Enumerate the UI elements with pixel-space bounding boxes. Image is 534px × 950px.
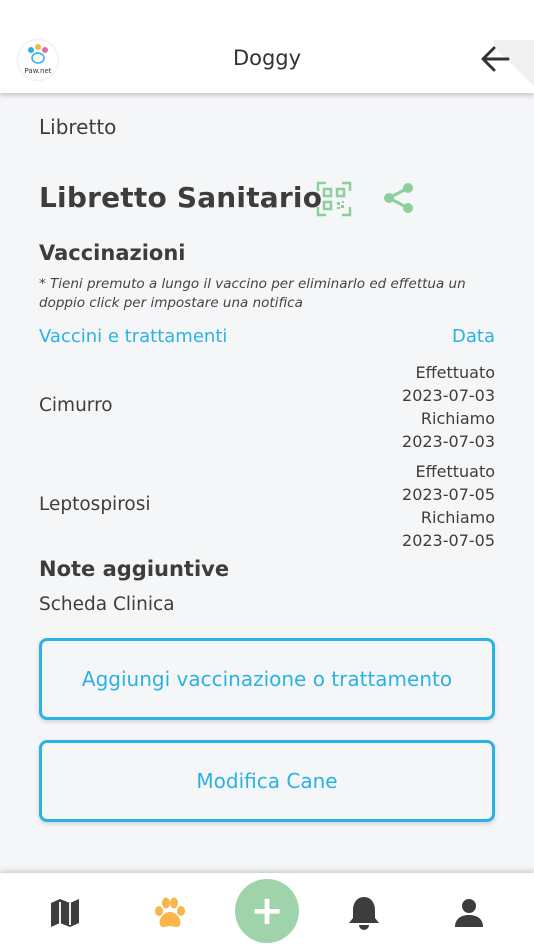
vaccine-dates [402,460,495,552]
notes-title: Note aggiuntive [39,557,230,581]
recall-label: Richiamo [420,508,495,527]
column-header-vaccines: Vaccini e trattamenti [39,326,228,347]
nav-map[interactable] [45,893,85,933]
vaccine-row[interactable] [39,361,495,453]
vaccine-name: Leptospirosi [39,494,151,515]
done-label: Effettuato [415,462,495,481]
recall-date: 2023-07-05 [402,531,495,550]
recall-label: Richiamo [420,409,495,428]
clinical-card-link[interactable]: Scheda Clinica [39,594,175,615]
add-button[interactable] [235,879,299,943]
arrow-left-icon [480,45,510,73]
plus-icon: + [250,888,284,934]
recall-date: 2023-07-03 [402,432,495,451]
vaccinations-hint: * Tieni premuto a lungo il vaccino per eliminarlo ed effettua un doppio click per impostare una notifica [39,276,466,311]
vaccine-dates [402,361,495,453]
health-book-title: Libretto Sanitario [39,181,323,214]
page-title: Doggy [232,46,302,70]
vaccine-row[interactable] [39,460,495,552]
section-label: Libretto [39,115,117,139]
column-header-date: Data [452,326,495,347]
paw-icon [152,896,188,930]
qr-code-button[interactable] [316,181,352,217]
map-icon [49,897,81,929]
logo-text: Paw.net [24,67,52,75]
share-icon [382,181,416,215]
done-date: 2023-07-05 [402,485,495,504]
add-vaccination-button[interactable]: Aggiungi vaccinazione o trattamento [39,638,495,720]
nav-pets[interactable] [150,893,190,933]
bell-icon [347,895,381,931]
edit-dog-button[interactable]: Modifica Cane [39,740,495,822]
nav-notifications[interactable] [344,893,384,933]
user-icon [454,898,484,928]
vaccinations-title: Vaccinazioni [39,241,186,265]
back-button[interactable] [478,42,512,76]
app-header [0,0,534,93]
vaccine-name: Cimurro [39,395,113,416]
done-date: 2023-07-03 [402,386,495,405]
bottom-navigation [0,873,534,950]
share-button[interactable] [382,181,416,215]
qr-code-icon [316,181,352,217]
done-label: Effettuato [415,363,495,382]
nav-profile[interactable] [449,893,489,933]
